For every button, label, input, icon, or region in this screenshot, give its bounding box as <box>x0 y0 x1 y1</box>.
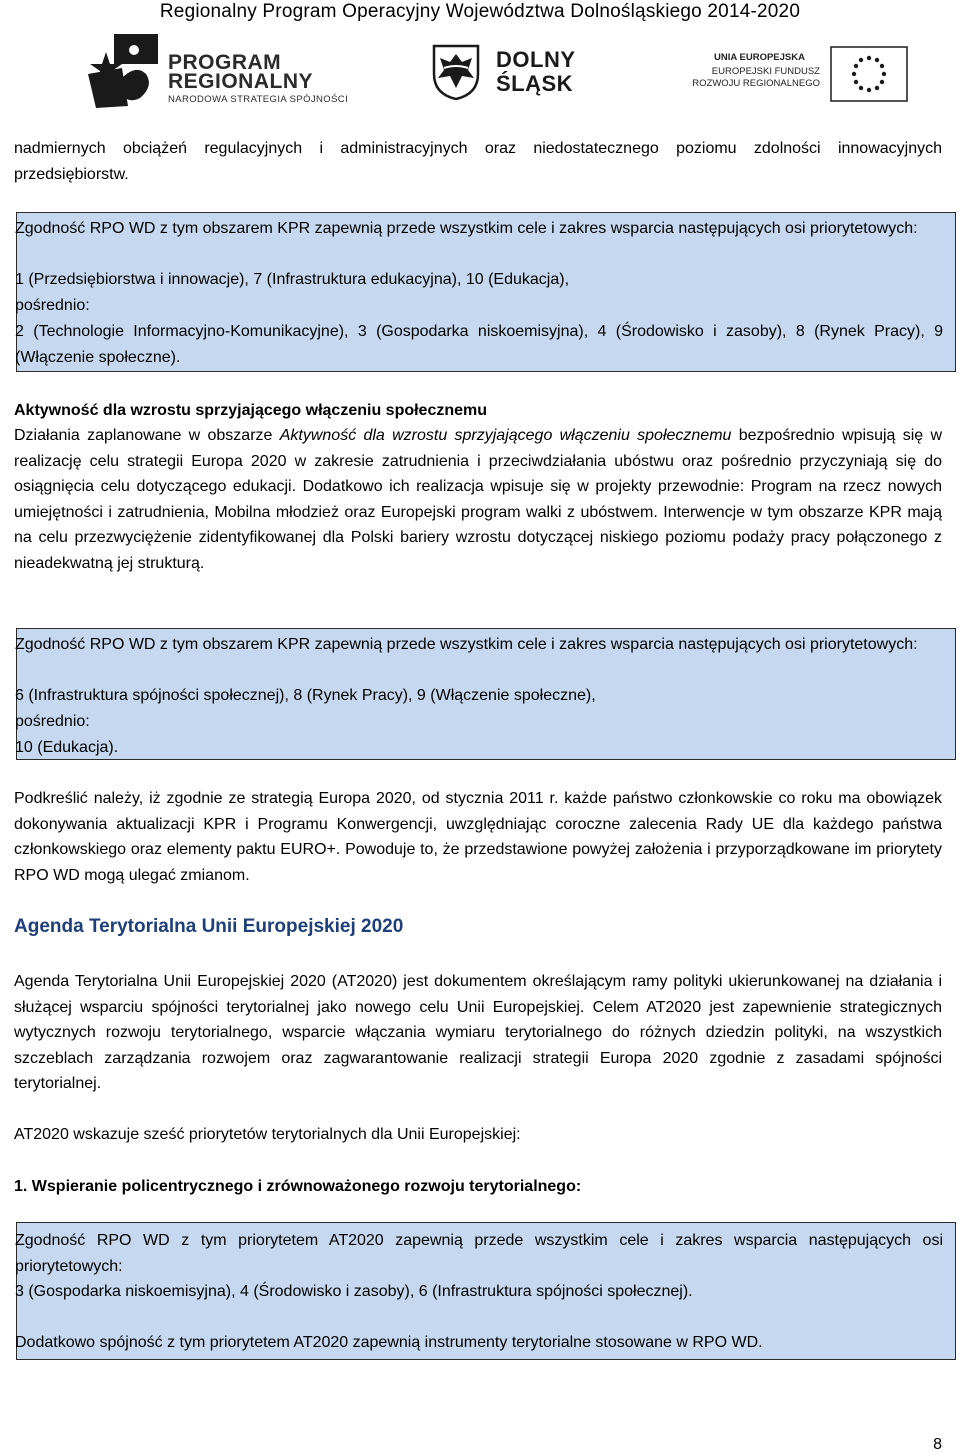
logo-text-dolny: DOLNY <box>496 47 576 72</box>
compliance-box-1 <box>16 212 956 372</box>
box2-line2: 6 (Infrastruktura spójności społecznej), 8 (Rynek Pracy), 9 (Włączenie społeczne), <box>15 687 596 704</box>
logo-text-rozwoju: ROZWOJU REGIONALNEGO <box>692 78 820 89</box>
paragraph-aktywnosc-part1: Działania zaplanowane w obszarze <box>14 427 280 444</box>
paragraph-europa2020: Podkreślić należy, iż zgodnie ze strategią Europa 2020, od stycznia 2011 r. każde państwo członkowskie co roku ma obowiązek dokonywania aktualizacji KPR i Programu Konwergencji, uwzględniając coroczne zalecenia Rady UE dla każdego państwa członkowskiego oraz elementy paktu EURO+. Powoduje to, że przedstawione powyżej założenia i przyporządkowane im priorytety RPO WD mogą ulegać zmianom. <box>14 790 942 884</box>
logo-text-program: PROGRAM <box>168 51 282 74</box>
logo-text-slask: ŚLĄSK <box>496 71 574 96</box>
program-regionalny-mark-icon <box>88 34 160 108</box>
logo-text-regionalny: REGIONALNY <box>168 70 314 93</box>
box1-line3: pośrednio: <box>15 297 90 314</box>
box3-line1: Zgodność RPO WD z tym priorytetem AT2020 zapewnią przede wszystkim cele i zakres wsparcia następujących osi priorytetowych: <box>15 1232 943 1275</box>
logo-text-fundusz: EUROPEJSKI FUNDUSZ <box>711 66 820 77</box>
paragraph-priorities-intro: AT2020 wskazuje sześć priorytetów terytorialnych dla Unii Europejskiej: <box>14 1126 521 1143</box>
paragraph-aktywnosc-italic: Aktywność dla wzrostu sprzyjającego włączeniu społecznemu <box>279 427 732 444</box>
section-heading-agenda: Agenda Terytorialna Unii Europejskiej 2020 <box>14 916 404 937</box>
section-heading-aktywnosc: Aktywność dla wzrostu sprzyjającego włączeniu społecznemu <box>14 402 488 419</box>
box1-line4: 2 (Technologie Informacyjno-Komunikacyjne), 3 (Gospodarka niskoemisyjna), 4 (Środowisko i zasoby), 8 (Rynek Pracy), 9 (Włączenie społeczne). <box>15 323 943 366</box>
paragraph-aktywnosc <box>14 423 942 577</box>
box2-line1: Zgodność RPO WD z tym obszarem KPR zapewnią przede wszystkim cele i zakres wsparcia następujących osi priorytetowych: <box>15 636 918 653</box>
eu-flag-icon <box>830 46 908 102</box>
logo-text-strategia: NARODOWA STRATEGIA SPÓJNOŚCI <box>168 94 349 105</box>
box2-line4: 10 (Edukacja). <box>15 739 119 756</box>
document-header-title: Regionalny Program Operacyjny Województwa Dolnośląskiego 2014-2020 <box>159 1 801 22</box>
box2-line3: pośrednio: <box>15 713 90 730</box>
dolny-slask-logo <box>432 44 606 100</box>
compliance-box-2 <box>16 628 956 760</box>
paragraph-agenda: Agenda Terytorialna Unii Europejskiej 2020 (AT2020) jest dokumentem określającym ramy polityki ukierunkowanej na działania i służącej wsparciu spójności terytorialnej jako nowego celu Unii Europejskiej. Celem AT2020 jest zapewnienie strategicznych wytycznych rozwoju terytorialnego, wsparcie włączania wymiaru terytorialnego do różnych dziedzin polityki, na wszystkich szczeblach zarządzania rozwojem oraz zagwarantowanie realizacji strategii Europa 2020 zgodnie z zasadami spójności terytorialnej. <box>14 973 942 1093</box>
box1-line2: 1 (Przedsiębiorstwa i innowacje), 7 (Infrastruktura edukacyjna), 10 (Edukacja), <box>15 271 570 288</box>
priority-heading-1: 1. Wspieranie policentrycznego i zrównoważonego rozwoju terytorialnego: <box>14 1178 582 1195</box>
box1-line1: Zgodność RPO WD z tym obszarem KPR zapewnią przede wszystkim cele i zakres wsparcia następujących osi priorytetowych: <box>15 220 918 237</box>
page-number: 8 <box>933 1436 942 1453</box>
program-regionalny-logo <box>88 34 373 108</box>
logo-strip <box>0 34 960 110</box>
paragraph-aktywnosc-part2: bezpośrednio wpisują się w realizację celu strategii Europa 2020 w zakresie zatrudnienia i przeciwdziałania ubóstwu oraz pośrednio przyczyniają się do osiągnięcia celu dotyczącego edukacji. Dodatkowo ich realizacja wpisuje się w projekty przewodnie: Program na rzecz nowych umiejętności i zatrudnienia, Mobilna młodzież oraz Europejski program walki z ubóstwem. Interwencje w tym obszarze KPR mają na celu przezwyciężenie zidentyfikowanej dla Polski bariery wzrostu dotyczącej niskiego poziomu podaży pracy połączonego z nieadekwatną jej strukturą. <box>14 427 943 572</box>
unia-europejska-logo <box>672 46 912 106</box>
box3-line3: Dodatkowo spójność z tym priorytetem AT2020 zapewnią instrumenty terytorialne stosowane w RPO WD. <box>15 1334 763 1351</box>
compliance-box-3 <box>16 1222 956 1360</box>
logo-text-unia: UNIA EUROPEJSKA <box>714 52 805 63</box>
box3-line2: 3 (Gospodarka niskoemisyjna), 4 (Środowisko i zasoby), 6 (Infrastruktura spójności społecznej). <box>15 1283 693 1300</box>
paragraph-intro: nadmiernych obciążeń regulacyjnych i administracyjnych oraz niedostatecznego poziomu zdolności innowacyjnych przedsiębiorstw. <box>14 140 942 183</box>
eagle-crest-icon <box>432 44 480 100</box>
